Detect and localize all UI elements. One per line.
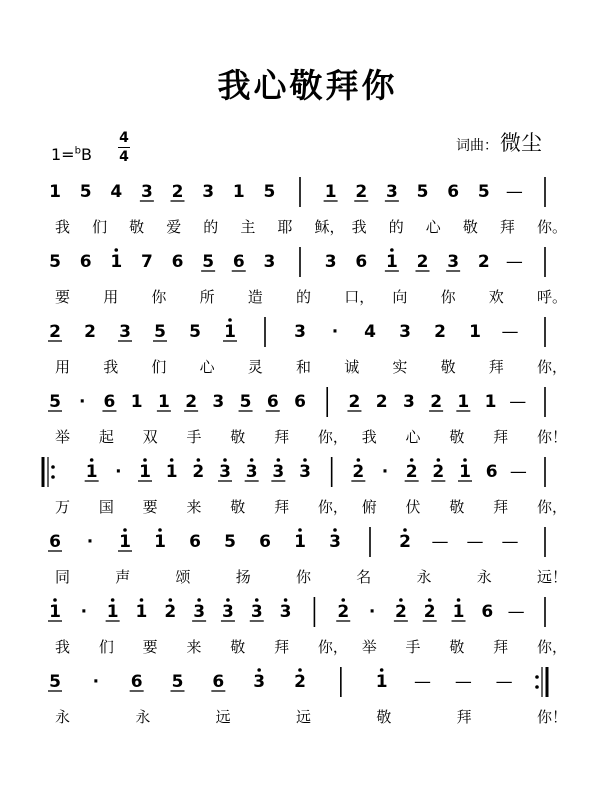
note: 2 [405,462,418,482]
note: 5 [49,252,61,272]
note: 3 [399,322,411,342]
note: · [92,672,100,692]
lyric-word: 们 [92,218,108,236]
lyric-word: 我 [55,218,71,236]
lyric-word: 同 [55,568,71,586]
lyric-word: 你， [317,428,348,446]
note: 1 [224,322,236,342]
hold-dash: — [505,182,523,202]
lyric-word: 拜 [456,708,472,726]
lyric-word: 你， [537,638,568,656]
note: 3 [402,392,415,412]
lyric-word: 心 [425,218,441,236]
repeat-dot [535,675,539,679]
high-octave-dot [298,668,302,672]
lyric-word: 名 [356,568,372,586]
note: · [381,462,389,482]
lyric-word: 你， [317,498,348,516]
flat-sign: b [74,145,81,157]
note: · [368,602,376,622]
lyric-word: 耶 [277,218,293,236]
lyric-word: 欢 [488,288,504,306]
high-octave-dot [158,528,162,532]
note: 2 [185,392,198,412]
note: 2 [434,322,446,342]
lyric-word: 永 [416,568,432,586]
lyric-word: 来 [186,498,202,516]
note: 3 [140,182,153,202]
high-octave-dot [168,598,172,602]
high-octave-dot [403,528,407,532]
lyric-word: 拜 [274,498,290,516]
note: 6 [171,252,184,272]
note: 2 [394,602,407,622]
high-octave-dot [303,458,307,462]
lyric-word: 拜 [493,638,509,656]
note: 2 [294,672,306,692]
hold-dash: — [414,672,431,692]
lyric-word: 伏 [405,498,421,516]
note: · [115,462,122,482]
lyric-word: 起 [98,428,114,446]
lyric-word: 敬 [440,358,456,376]
note: 1 [232,182,245,202]
note: 2 [477,252,490,272]
lyric-word: 爱 [166,218,182,236]
lyric-word: 声 [115,568,131,586]
note: 3 [212,392,225,412]
note: 1 [139,462,151,482]
credit-label: 词曲： [456,138,498,154]
note: 3 [299,462,311,482]
lyric-word: 敬 [230,498,246,516]
high-octave-dot [123,528,127,532]
high-octave-dot [114,248,118,252]
lyric-word: 俯 [361,498,377,516]
note: 6 [49,532,61,552]
high-octave-dot [140,598,144,602]
song-title: 我心敬拜你 [217,66,398,105]
note: 3 [263,252,276,272]
lyric-word: 呼。 [537,288,568,306]
note: 5 [416,182,429,202]
note: 1 [294,532,306,552]
note: 2 [352,462,365,482]
note: 6 [79,252,92,272]
high-octave-dot [197,458,201,462]
lyric-word: 远 [215,708,231,726]
lyric-word: 你！ [537,708,568,726]
lyric-word: 用 [103,288,119,306]
note: 1 [135,602,148,622]
high-octave-dot [143,458,147,462]
lyric-word: 双 [142,428,158,446]
lyric-word: 诚 [344,358,360,376]
lyric-word: 永 [55,708,71,726]
lyric-word: 你， [537,498,568,516]
note: 1 [157,392,170,412]
high-octave-dot [228,318,232,322]
note: 5 [79,182,92,202]
hold-dash: — [454,672,472,692]
high-octave-dot [357,458,361,462]
note: 5 [202,252,215,272]
note: 1 [165,462,178,482]
lyric-word: 敬 [462,218,478,236]
note: 4 [364,322,376,342]
lyric-word: 造 [247,288,263,306]
note: 1 [324,182,337,202]
lyric-word: 举 [361,638,377,656]
note: 3 [294,322,306,342]
lyric-word: 颂 [175,568,191,586]
lyric-word: 国 [98,498,114,516]
note: 5 [263,182,276,202]
high-octave-dot [298,528,302,532]
hold-dash: — [501,532,519,552]
high-octave-dot [410,458,414,462]
high-octave-dot [226,598,230,602]
lyric-word: 手 [405,638,421,656]
lyric-word: 你， [537,358,568,376]
lyric-word: 稣， [314,218,345,236]
high-octave-dot [390,248,394,252]
note: · [331,322,339,342]
hold-dash: — [495,672,513,692]
note: 3 [279,602,292,622]
note: 2 [399,532,411,552]
note: 3 [245,462,258,482]
meter-top: 4 [119,130,129,146]
note: 3 [222,602,234,622]
meter-bottom: 4 [119,149,129,165]
high-octave-dot [399,598,403,602]
lyric-word: 要 [142,638,158,656]
note: 3 [447,252,460,272]
note: 2 [171,182,184,202]
lyric-word: 灵 [247,358,263,376]
hold-dash: — [466,532,484,552]
lyric-word: 扬 [235,568,251,586]
note: · [86,532,94,552]
note: 5 [189,322,201,342]
note: 3 [119,322,131,342]
lyric-word: 敬 [376,708,392,726]
high-octave-dot [223,458,227,462]
note: 5 [224,532,236,552]
lyric-word: 手 [186,428,202,446]
lyric-word: 拜 [499,218,515,236]
lyric-word: 万 [55,498,71,516]
lyric-word: 们 [98,638,114,656]
lyric-word: 来 [186,638,202,656]
lyric-word: 你。 [537,218,568,236]
high-octave-dot [463,458,467,462]
note: 4 [110,182,123,202]
lyric-word: 你， [317,638,348,656]
high-octave-dot [90,458,94,462]
note: 6 [212,672,225,692]
high-octave-dot [428,598,432,602]
note: 1 [119,532,131,552]
lyric-word: 敬 [449,498,465,516]
high-octave-dot [197,598,201,602]
note: 3 [324,252,337,272]
note: 2 [164,602,177,622]
lyric-word: 要 [55,288,71,306]
note: 5 [49,672,61,692]
note: 1 [106,602,119,622]
lyric-word: 向 [392,288,408,306]
note: 3 [193,602,206,622]
repeat-dot [535,685,539,689]
hold-dash: — [509,392,527,412]
lyric-word: 们 [151,358,167,376]
high-octave-dot [277,458,281,462]
note: 3 [385,182,398,202]
note: 2 [337,602,350,622]
key-prefix: 1= [51,145,75,164]
note: 5 [49,392,61,412]
lyric-word: 远！ [537,568,568,586]
key-note: B [80,145,92,164]
high-octave-dot [457,598,461,602]
note: 3 [202,182,215,202]
note: 1 [49,182,61,202]
lyric-word: 心 [405,428,421,446]
note: 6 [266,392,279,412]
note: 6 [232,252,245,272]
note: 6 [259,532,271,552]
high-octave-dot [255,598,259,602]
lyric-word: 我 [103,358,119,376]
lyric-word: 举 [55,428,71,446]
high-octave-dot [284,598,288,602]
lyric-word: 拜 [274,638,290,656]
lyric-word: 实 [392,358,408,376]
lyric-word: 你 [440,288,456,306]
note: 6 [130,672,143,692]
note: 1 [457,392,470,412]
note: 3 [272,462,285,482]
lyric-word: 拜 [493,428,509,446]
repeat-dot [51,465,55,469]
lyric-word: 用 [55,358,71,376]
note: 3 [329,532,341,552]
note: 6 [447,182,460,202]
lyric-word: 拜 [274,428,290,446]
note: 5 [154,322,166,342]
lyric-word: 永 [476,568,492,586]
note: 5 [239,392,252,412]
high-octave-dot [257,668,261,672]
note: 1 [375,672,388,692]
lyric-word: 敬 [449,638,465,656]
lyric-word: 敬 [230,638,246,656]
lyric-word: 和 [296,358,312,376]
note: 1 [452,602,465,622]
hold-dash: — [431,532,449,552]
note: 6 [481,602,494,622]
lyric-word: 你 [296,568,312,586]
lyric-word: 主 [240,218,256,236]
high-octave-dot [380,668,384,672]
lyric-word: 拜 [493,498,509,516]
lyric-word: 所 [199,288,215,306]
note: 1 [85,462,98,482]
note: 2 [375,392,388,412]
note: 2 [432,462,445,482]
note: 1 [154,532,166,552]
high-octave-dot [250,458,254,462]
repeat-dot [51,475,55,479]
lyric-word: 拜 [488,358,504,376]
note: 6 [485,462,498,482]
hold-dash: — [505,252,523,272]
note: 2 [84,322,96,342]
high-octave-dot [333,528,337,532]
note: 1 [459,462,471,482]
lyric-word: 我 [55,638,71,656]
hold-dash: — [507,602,525,622]
lyric-word: 敬 [129,218,145,236]
note: · [80,602,88,622]
lyric-word: 心 [199,358,215,376]
lyric-word: 的 [203,218,219,236]
note: 6 [189,532,201,552]
lyric-word: 敬 [449,428,465,446]
high-octave-dot [341,598,345,602]
lyric-word: 口， [344,288,375,306]
hold-dash: — [501,322,519,342]
note: 6 [294,392,306,412]
lyric-word: 永 [135,708,151,726]
note: 5 [477,182,490,202]
note: 1 [49,602,61,622]
lyric-word: 的 [296,288,312,306]
lyric-word: 要 [142,498,158,516]
note: 1 [469,322,481,342]
lyric-word: 我 [351,218,367,236]
hold-dash: — [509,462,527,482]
lyric-word: 你！ [537,428,568,446]
lyric-word: 的 [388,218,404,236]
note: 5 [171,672,184,692]
note: 3 [219,462,231,482]
note: 3 [250,602,263,622]
note: 6 [103,392,116,412]
note: 1 [130,392,143,412]
lyric-word: 远 [296,708,312,726]
note: 2 [423,602,436,622]
note: 1 [110,252,123,272]
high-octave-dot [170,458,174,462]
note: 1 [385,252,398,272]
note: · [78,392,86,412]
note: 2 [355,182,368,202]
high-octave-dot [111,598,115,602]
note: 2 [430,392,443,412]
credit-author: 微尘 [500,131,542,155]
note: 3 [253,672,266,692]
note: 2 [49,322,61,342]
note: 2 [416,252,429,272]
note: 2 [192,462,205,482]
lyric-word: 敬 [230,428,246,446]
note: 2 [348,392,361,412]
note: 6 [355,252,368,272]
lyric-word: 我 [361,428,377,446]
note: 7 [140,252,153,272]
high-octave-dot [53,598,57,602]
note: 1 [484,392,497,412]
lyric-word: 你 [151,288,167,306]
high-octave-dot [437,458,441,462]
